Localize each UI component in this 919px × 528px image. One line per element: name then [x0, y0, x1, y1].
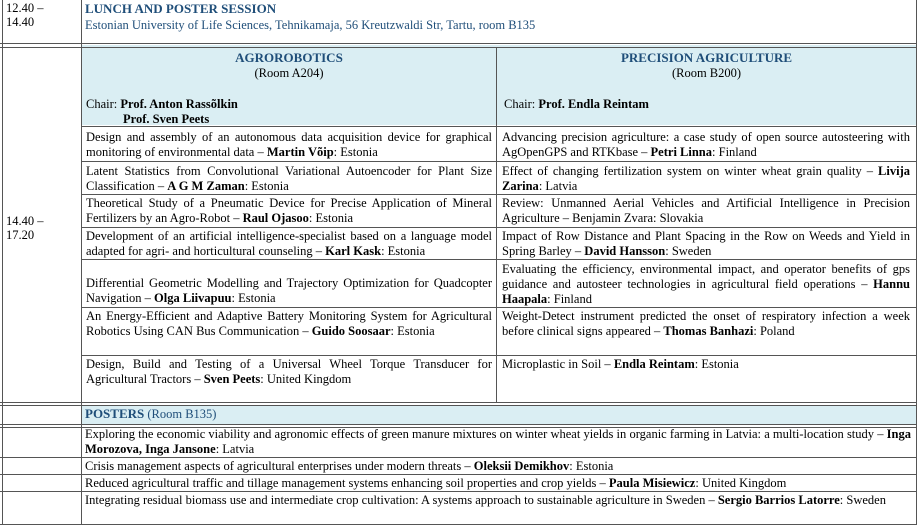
posters-room: (Room B135) — [144, 407, 217, 421]
row-divider — [82, 307, 916, 308]
lunch-location: Estonian University of Life Sciences, Tehnikamaja, 56 Kreutzwaldi Str, Tartu, room B135 — [85, 18, 536, 32]
row-divider — [0, 474, 917, 475]
column-divider — [2, 0, 3, 525]
agrorobotics-title: AGROROBOTICS — [235, 50, 343, 65]
chair-name: Prof. Sven Peets — [123, 112, 210, 126]
row-divider — [0, 43, 917, 44]
chair-name: Prof. Endla Reintam — [538, 97, 649, 111]
row-divider — [0, 524, 917, 525]
row-divider — [0, 491, 917, 492]
column-divider — [496, 47, 497, 402]
talk-item: Impact of Row Distance and Plant Spacing in the Row on Weeds and Yield in Spring Barley – David Hansson: Sweden — [502, 229, 910, 258]
poster-item: Reduced agricultural traffic and tillage management systems enhancing soil properties and crop yields – Paula Misiewicz: United Kingdom — [85, 476, 787, 490]
talk-item: Latent Statistics from Convolutional Variational Autoencoder for Plant Size Classification – A G M Zaman: Estonia — [86, 164, 492, 193]
row-divider — [82, 355, 916, 356]
sessions-time-start: 14.40 – — [6, 214, 44, 228]
lunch-session — [85, 1, 535, 33]
row-divider — [0, 427, 917, 428]
talk-item: Development of an artificial intelligence-specialist based on a language model adapted for agri- and horticultural counseling – Karl Kask: Estonia — [86, 229, 492, 258]
talk-item: Evaluating the efficiency, environmental impact, and operator benefits of gps guidance and autosteer technologies in agricultural field operations – Hannu Haapala: Finland — [502, 262, 910, 306]
row-divider — [0, 457, 917, 458]
talk-item: Differential Geometric Modelling and Trajectory Optimization for Quadcopter Navigation – Olga Liivapuu: Estonia — [86, 276, 492, 305]
chair-label: Chair: — [86, 97, 118, 111]
poster-item: Exploring the economic viability and agronomic effects of green manure mixtures on winter wheat yields in organic farming in Latvia: a multi-location study – Inga Morozova, Inga Jansone: Latvia — [85, 427, 911, 456]
talk-item: Review: Unmanned Aerial Vehicles and Artificial Intelligence in Precision Agriculture – Benjamin Zvara: Slovakia — [502, 196, 910, 225]
sessions-time-end: 17.20 — [6, 228, 35, 242]
posters-title: POSTERS — [85, 406, 145, 421]
row-divider — [82, 259, 916, 260]
talk-item: Microplastic in Soil – Endla Reintam: Estonia — [502, 357, 739, 371]
talk-item: Design, Build and Testing of a Universal Wheel Torque Transducer for Agricultural Tractors – Sven Peets: United Kingdom — [86, 357, 492, 386]
posters-heading — [85, 406, 216, 422]
column-divider — [81, 0, 82, 525]
poster-item: Integrating residual biomass use and intermediate crop cultivation: A systems approach to sustainable agriculture in Sweden – Sergio Barrios Latorre: Sweden — [85, 493, 886, 507]
agrorobotics-room: (Room A204) — [254, 66, 324, 80]
talk-item: Weight-Detect instrument predicted the onset of respiratory infection a week before clinical signs appeared – Thomas Banhazi: Poland — [502, 309, 910, 338]
row-divider — [82, 126, 916, 127]
talk-item: Theoretical Study of a Pneumatic Device for Precise Application of Mineral Fertilizers by an Agro-Robot – Raul Ojasoo: Estonia — [86, 196, 492, 225]
row-divider — [0, 424, 917, 425]
lunch-time-end: 14.40 — [6, 15, 35, 29]
precision-agriculture-room: (Room B200) — [671, 66, 742, 80]
chair-name: Prof. Anton Rassõlkin — [120, 97, 238, 111]
chair-label: Chair: — [504, 97, 536, 111]
row-divider — [0, 402, 917, 403]
row-divider — [82, 227, 916, 228]
talk-item: Design and assembly of an autonomous data acquisition device for graphical monitoring of environmental data – Martin Võip: Estonia — [86, 130, 492, 159]
sessions-time — [6, 214, 44, 242]
row-divider — [0, 47, 917, 48]
talk-item: Advancing precision agriculture: a case study of open source autosteering with AgOpenGPS and RTKbase – Petri Linna: Finland — [502, 130, 910, 159]
agrorobotics-chair — [86, 97, 238, 127]
precision-agriculture-title: PRECISION AGRICULTURE — [620, 50, 793, 65]
row-divider — [0, 405, 917, 406]
lunch-time — [6, 1, 44, 29]
poster-item: Crisis management aspects of agricultural enterprises under modern threats – Oleksii Demikhov: Estonia — [85, 459, 614, 473]
lunch-time-start: 12.40 – — [6, 1, 44, 15]
row-divider — [82, 161, 916, 162]
lunch-title: LUNCH AND POSTER SESSION — [85, 1, 277, 16]
column-divider — [916, 0, 917, 525]
precision-agriculture-chair — [504, 97, 649, 112]
talk-item: Effect of changing fertilization system on winter wheat grain quality – Livija Zarina: Latvia — [502, 164, 910, 193]
row-divider — [82, 194, 916, 195]
talk-item: An Energy-Efficient and Adaptive Battery Monitoring System for Agricultural Robotics Using CAN Bus Communication – Guido Soosaar: Estonia — [86, 309, 492, 338]
